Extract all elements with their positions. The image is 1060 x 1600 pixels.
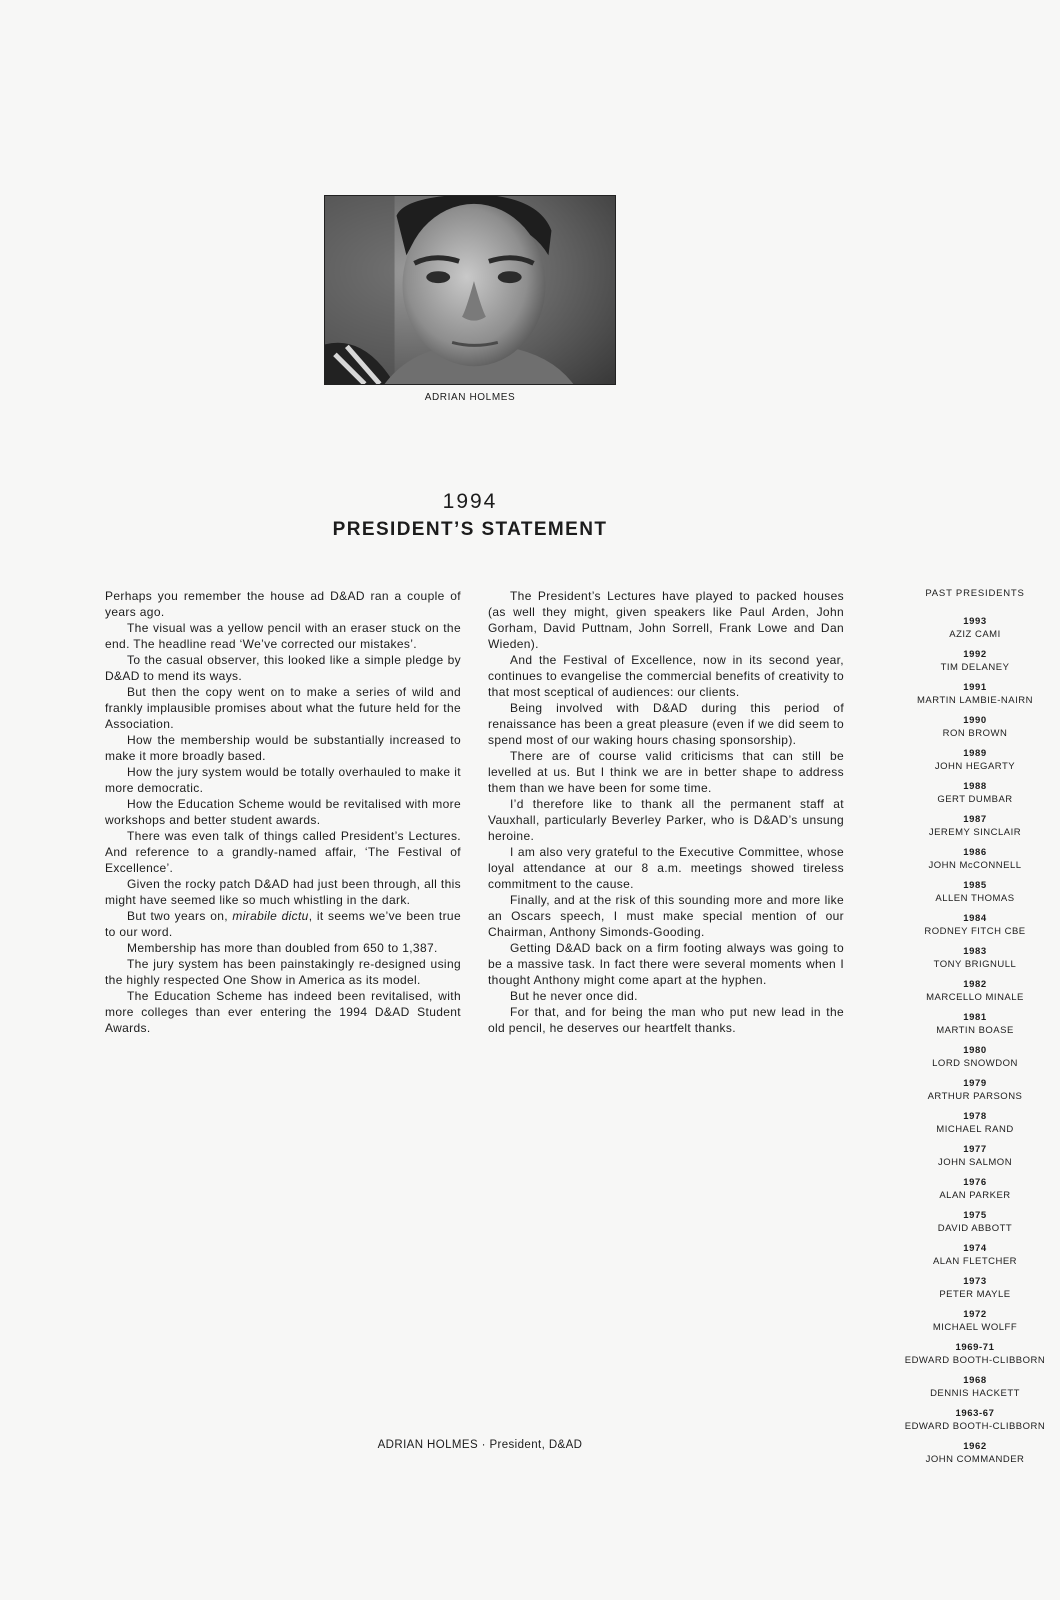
paragraph: Finally, and at the risk of this sounding more and more like an Oscars speech, I must make special mention of our Chairman, Anthony Simonds-Gooding. xyxy=(488,893,844,939)
past-presidents-title: PAST PRESIDENTS xyxy=(925,588,1025,599)
president-portrait-photo xyxy=(324,195,616,385)
past-president-year: 1981 xyxy=(963,1012,987,1023)
past-president-year: 1990 xyxy=(963,715,987,726)
past-president-name: JOHN McCONNELL xyxy=(928,860,1022,871)
past-president-year: 1991 xyxy=(963,682,987,693)
past-president-year: 1979 xyxy=(963,1078,987,1089)
past-president-entry xyxy=(900,1110,1050,1136)
paragraph: To the casual observer, this looked like a simple pledge by D&AD to mend its ways. xyxy=(105,653,461,683)
text: , it seems we’ve been true to our word. xyxy=(105,909,461,939)
past-president-name: RODNEY FITCH CBE xyxy=(924,926,1026,937)
past-president-name: RON BROWN xyxy=(942,728,1008,739)
paragraph: How the membership would be substantially increased to make it more broadly based. xyxy=(105,733,461,763)
past-president-name: MARTIN BOASE xyxy=(936,1025,1014,1036)
past-president-entry xyxy=(900,1077,1050,1103)
past-president-name: ARTHUR PARSONS xyxy=(927,1091,1023,1102)
past-president-name: DENNIS HACKETT xyxy=(930,1388,1020,1399)
paragraph: There was even talk of things called President’s Lectures. And reference to a grandly-named affair, ‘The Festival of Excellence’. xyxy=(105,829,461,875)
past-president-name: JOHN SALMON xyxy=(937,1157,1013,1168)
past-president-year: 1973 xyxy=(963,1276,987,1287)
past-president-entry xyxy=(900,648,1050,674)
paragraph: And the Festival of Excellence, now in its second year, continues to evangelise the commercial benefits of creativity to that most sceptical of audiences: our clients. xyxy=(488,653,844,699)
past-president-year: 1977 xyxy=(963,1144,987,1155)
past-president-entry xyxy=(900,1242,1050,1268)
past-president-entry xyxy=(900,1176,1050,1202)
past-president-name: ALAN FLETCHER xyxy=(932,1256,1018,1267)
past-president-entry xyxy=(900,714,1050,740)
past-president-year: 1962 xyxy=(963,1441,987,1452)
past-president-name: JOHN HEGARTY xyxy=(934,761,1016,772)
signature: ADRIAN HOLMES · President, D&AD xyxy=(377,1439,583,1451)
photo-caption: ADRIAN HOLMES xyxy=(424,392,516,403)
statement-year: 1994 xyxy=(442,490,498,513)
past-president-entry xyxy=(900,1275,1050,1301)
statement-column-left xyxy=(105,588,461,1036)
past-president-name: MICHAEL RAND xyxy=(936,1124,1014,1135)
past-president-name: TIM DELANEY xyxy=(940,662,1010,673)
past-president-name: LORD SNOWDON xyxy=(932,1058,1018,1069)
past-president-year: 1976 xyxy=(963,1177,987,1188)
paragraph: The visual was a yellow pencil with an eraser stuck on the end. The headline read ‘We’ve corrected our mistakes’. xyxy=(105,621,461,651)
past-presidents-list xyxy=(900,588,1050,1473)
past-president-entry xyxy=(900,978,1050,1004)
past-president-entry xyxy=(900,1374,1050,1400)
past-president-year: 1988 xyxy=(963,781,987,792)
past-president-name: EDWARD BOOTH-CLIBBORN xyxy=(904,1421,1046,1432)
past-president-year: 1986 xyxy=(963,847,987,858)
past-president-entry xyxy=(900,681,1050,707)
past-president-year: 1984 xyxy=(963,913,987,924)
past-president-name: EDWARD BOOTH-CLIBBORN xyxy=(904,1355,1046,1366)
past-presidents-entries xyxy=(900,615,1050,1466)
paragraph: The Education Scheme has indeed been revitalised, with more colleges than ever entering the 1994 D&AD Student Awards. xyxy=(105,989,461,1035)
past-president-year: 1974 xyxy=(963,1243,987,1254)
past-president-name: PETER MAYLE xyxy=(939,1289,1011,1300)
past-president-entry xyxy=(900,1341,1050,1367)
past-president-entry xyxy=(900,747,1050,773)
past-president-entry xyxy=(900,912,1050,938)
past-president-year: 1989 xyxy=(963,748,987,759)
past-president-name: MARTIN LAMBIE-NAIRN xyxy=(917,695,1033,706)
past-president-year: 1978 xyxy=(963,1111,987,1122)
page-title: PRESIDENT’S STATEMENT xyxy=(332,519,608,540)
past-president-year: 1982 xyxy=(963,979,987,990)
past-president-name: TONY BRIGNULL xyxy=(933,959,1017,970)
paragraph: I am also very grateful to the Executive Committee, whose loyal attendance at our 8 a.m. meetings showed tireless commitment to the cause. xyxy=(488,845,844,891)
statement-column-right xyxy=(488,588,844,1036)
past-president-name: ALAN PARKER xyxy=(939,1190,1011,1201)
paragraph: The President’s Lectures have played to packed houses (as well they might, given speakers like Paul Arden, John Gorham, David Puttnam, John Sorrell, Frank Lowe and Dan Wieden). xyxy=(488,589,844,651)
paragraph: I’d therefore like to thank all the permanent staff at Vauxhall, particularly Beverley Parker, who is D&AD’s unsung heroine. xyxy=(488,797,844,843)
paragraph: How the jury system would be totally overhauled to make it more democratic. xyxy=(105,765,461,795)
past-president-year: 1968 xyxy=(963,1375,987,1386)
past-president-name: JEREMY SINCLAIR xyxy=(928,827,1022,838)
past-president-year: 1972 xyxy=(963,1309,987,1320)
past-president-year: 1980 xyxy=(963,1045,987,1056)
paragraph-latin xyxy=(105,908,461,940)
past-president-entry xyxy=(900,813,1050,839)
paragraph: But he never once did. xyxy=(510,989,638,1003)
paragraph: Membership has more than doubled from 650 to 1,387. xyxy=(127,941,438,955)
paragraph: But then the copy went on to make a series of wild and frankly implausible promises about what the future held for the Association. xyxy=(105,685,461,731)
past-president-year: 1992 xyxy=(963,649,987,660)
past-president-entry xyxy=(900,1044,1050,1070)
past-president-year: 1987 xyxy=(963,814,987,825)
paragraph: Getting D&AD back on a firm footing always was going to be a massive task. In fact there were several moments when I thought Anthony might come apart at the hyphen. xyxy=(488,941,844,987)
past-president-year: 1969-71 xyxy=(955,1342,995,1353)
portrait-illustration xyxy=(325,196,615,384)
past-president-year: 1975 xyxy=(963,1210,987,1221)
paragraph: There are of course valid criticisms that can still be levelled at us. But I think we are in better shape to address them than we have been for some time. xyxy=(488,749,844,795)
past-president-entry xyxy=(900,615,1050,641)
italic-text: mirabile dictu xyxy=(232,909,309,923)
past-president-year: 1993 xyxy=(963,616,987,627)
past-president-year: 1985 xyxy=(963,880,987,891)
paragraph: The jury system has been painstakingly re-designed using the highly respected One Show in America as its model. xyxy=(105,957,461,987)
past-president-entry xyxy=(900,879,1050,905)
past-president-entry xyxy=(900,1011,1050,1037)
paragraph: How the Education Scheme would be revitalised with more workshops and better student awards. xyxy=(105,797,461,827)
past-president-name: DAVID ABBOTT xyxy=(937,1223,1013,1234)
paragraph: Given the rocky patch D&AD had just been through, all this might have seemed like so much whistling in the dark. xyxy=(105,877,461,907)
text: But two years on, xyxy=(127,909,233,923)
past-president-name: MICHAEL WOLFF xyxy=(932,1322,1018,1333)
paragraph: For that, and for being the man who put new lead in the old pencil, he deserves our heartfelt thanks. xyxy=(488,1005,844,1035)
past-president-entry xyxy=(900,1308,1050,1334)
past-president-entry xyxy=(900,1440,1050,1466)
past-president-name: MARCELLO MINALE xyxy=(926,992,1024,1003)
past-president-entry xyxy=(900,1209,1050,1235)
past-president-name: GERT DUMBAR xyxy=(937,794,1013,805)
paragraph: Perhaps you remember the house ad D&AD ran a couple of years ago. xyxy=(105,589,461,619)
past-president-entry xyxy=(900,1143,1050,1169)
past-president-year: 1963-67 xyxy=(955,1408,995,1419)
past-president-name: JOHN COMMANDER xyxy=(925,1454,1025,1465)
past-president-name: AZIZ CAMI xyxy=(949,629,1001,640)
past-president-entry xyxy=(900,846,1050,872)
past-president-name: ALLEN THOMAS xyxy=(935,893,1015,904)
past-president-entry xyxy=(900,780,1050,806)
past-president-entry xyxy=(900,1407,1050,1433)
paragraph: Being involved with D&AD during this period of renaissance has been a great pleasure (even if we did seem to spend most of our waking hours chasing sponsorship). xyxy=(488,701,844,747)
past-president-year: 1983 xyxy=(963,946,987,957)
past-president-entry xyxy=(900,945,1050,971)
